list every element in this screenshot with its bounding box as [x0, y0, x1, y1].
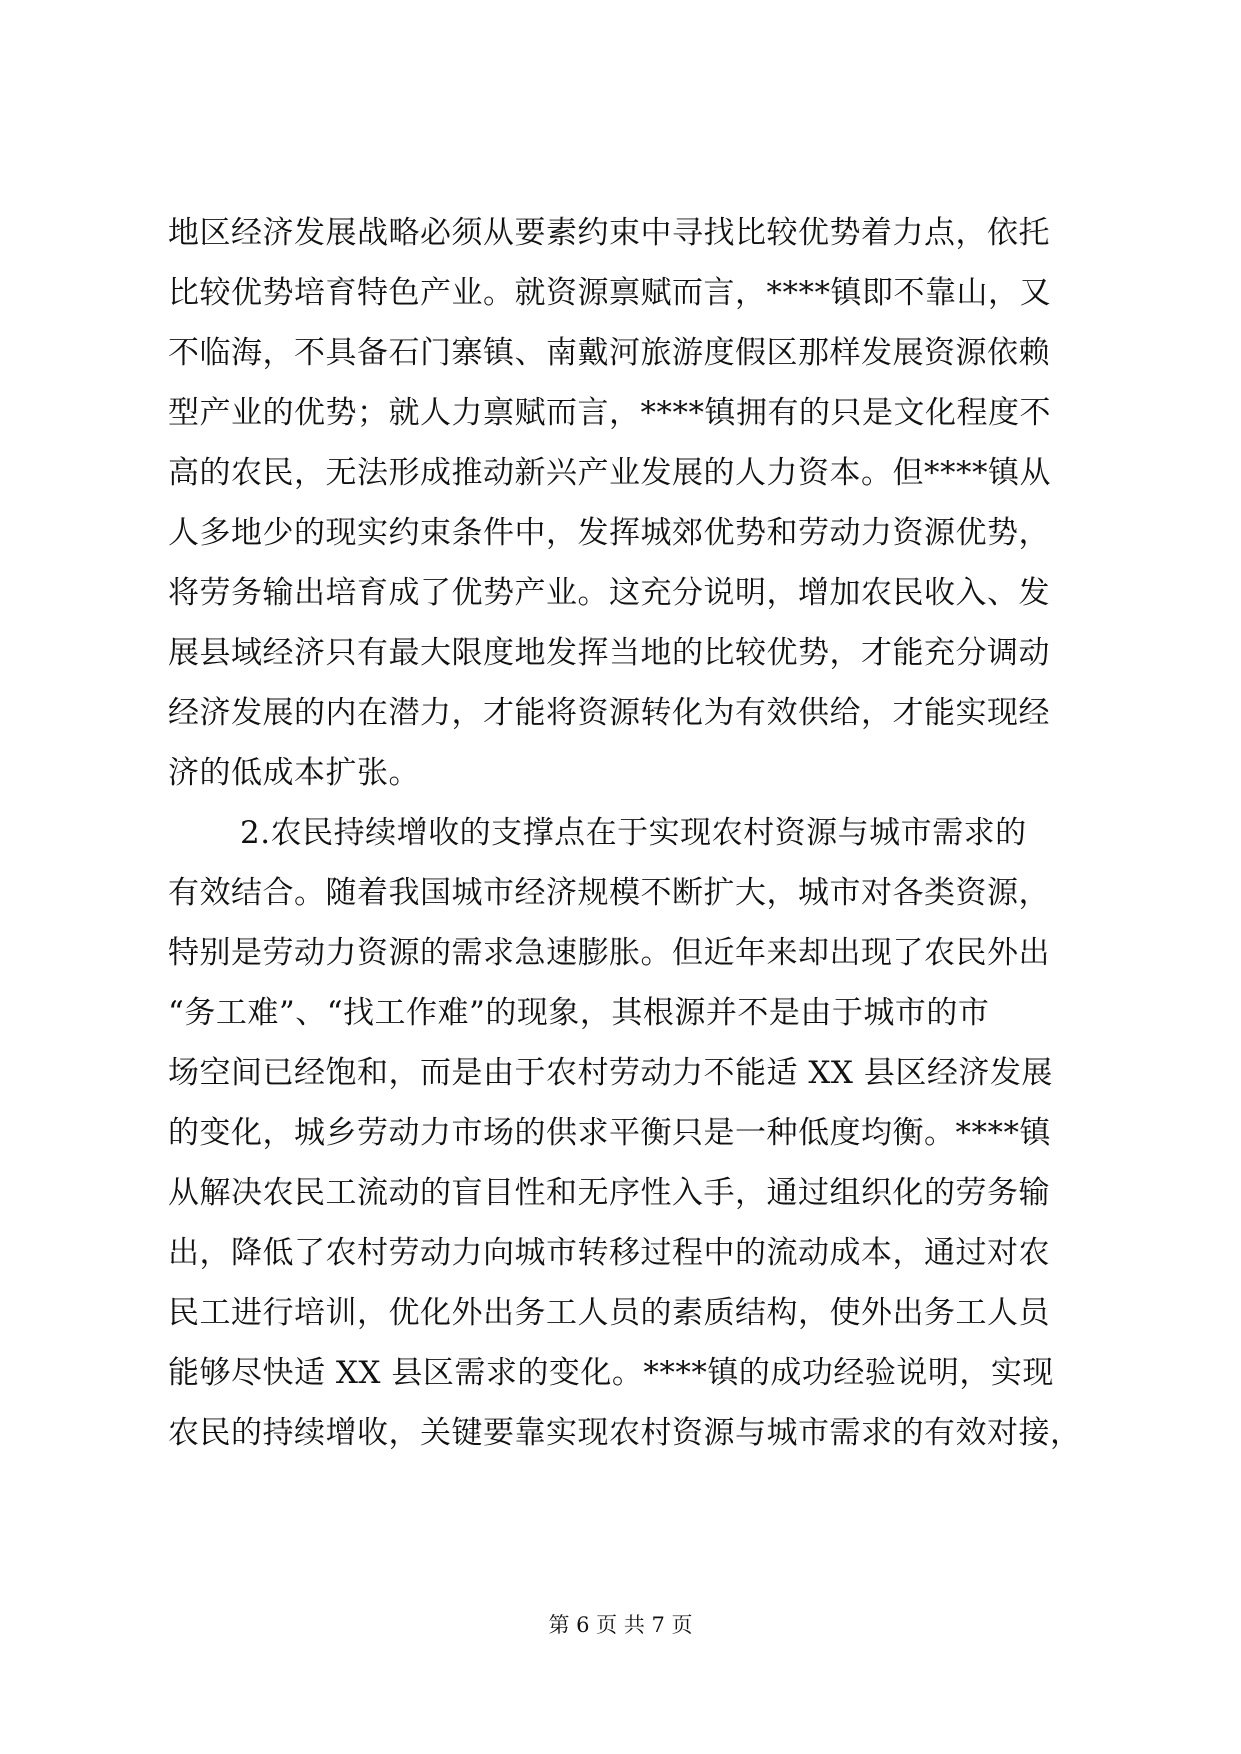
- paragraph-line: “务工难”、“找工作难”的现象，其根源并不是由于城市的市: [168, 995, 990, 1031]
- paragraph-line: 不临海，不具备石门寨镇、南戴河旅游度假区那样发展资源依赖: [168, 335, 1050, 371]
- page-number: 第 6 页 共 7 页: [548, 1613, 693, 1637]
- paragraph-line: 型产业的优势；就人力禀赋而言，****镇拥有的只是文化程度不: [168, 395, 1051, 431]
- paragraph-line: 农民的持续增收，关键要靠实现农村资源与城市需求的有效对接，: [168, 1415, 1082, 1451]
- paragraph-line: 比较优势培育特色产业。就资源禀赋而言，****镇即不靠山，又: [168, 275, 1051, 311]
- paragraph-line: 的变化，城乡劳动力市场的供求平衡只是一种低度均衡。****镇: [168, 1115, 1051, 1151]
- paragraph-line: 能够尽快适 XX 县区需求的变化。****镇的成功经验说明，实现: [168, 1355, 1054, 1391]
- paragraph-line: 济的低成本扩张。: [168, 755, 420, 791]
- paragraph-line: 2.农民持续增收的支撑点在于实现农村资源与城市需求的: [240, 815, 1027, 851]
- paragraph-line: 人多地少的现实约束条件中，发挥城郊优势和劳动力资源优势，: [168, 515, 1050, 551]
- paragraph-line: 将劳务输出培育成了优势产业。这充分说明，增加农民收入、发: [168, 575, 1050, 611]
- paragraph-line: 特别是劳动力资源的需求急速膨胀。但近年来却出现了农民外出: [168, 935, 1050, 971]
- paragraph-line: 高的农民，无法形成推动新兴产业发展的人力资本。但****镇从: [168, 455, 1051, 491]
- paragraph-line: 地区经济发展战略必须从要素约束中寻找比较优势着力点，依托: [168, 215, 1050, 251]
- paragraph-line: 场空间已经饱和，而是由于农村劳动力不能适 XX 县区经济发展: [168, 1055, 1053, 1091]
- paragraph-line: 经济发展的内在潜力，才能将资源转化为有效供给，才能实现经: [168, 695, 1050, 731]
- paragraph-line: 民工进行培训，优化外出务工人员的素质结构，使外出务工人员: [168, 1295, 1050, 1331]
- paragraph-line: 出，降低了农村劳动力向城市转移过程中的流动成本，通过对农: [168, 1235, 1050, 1271]
- paragraph-line: 展县域经济只有最大限度地发挥当地的比较优势，才能充分调动: [168, 635, 1050, 671]
- paragraph-line: 从解决农民工流动的盲目性和无序性入手，通过组织化的劳务输: [168, 1175, 1050, 1211]
- paragraph-line: 有效结合。随着我国城市经济规模不断扩大，城市对各类资源，: [168, 875, 1050, 911]
